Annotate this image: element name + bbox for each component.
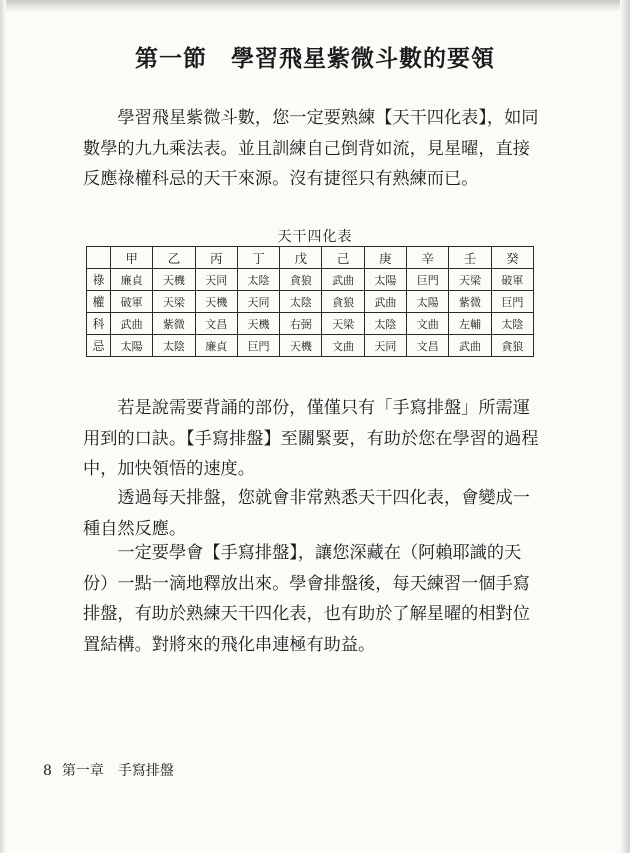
table-cell: 太陰	[237, 269, 279, 291]
table-cell: 太陰	[491, 313, 533, 335]
table-cell: 天機	[153, 269, 195, 291]
table-cell: 天同	[195, 269, 237, 291]
column-header: 壬	[449, 247, 491, 269]
chapter-title: 第一章 手寫排盤	[61, 763, 174, 779]
table-cell: 廉貞	[195, 335, 237, 357]
table-cell: 太陽	[364, 269, 406, 291]
table-cell: 貪狼	[322, 291, 364, 313]
table-cell: 巨門	[237, 335, 279, 357]
table-cell: 貪狼	[491, 335, 533, 357]
scan-edge-right	[620, 0, 630, 853]
table-cell: 破軍	[491, 269, 533, 291]
table-cell: 貪狼	[280, 269, 322, 291]
table-cell: 天機	[237, 313, 279, 335]
table-cell: 天梁	[449, 269, 491, 291]
column-header: 丙	[195, 247, 237, 269]
table-cell: 太陰	[280, 291, 322, 313]
table-cell: 天機	[195, 291, 237, 313]
table-cell: 右弼	[280, 313, 322, 335]
table-row	[87, 313, 534, 335]
row-header: 科	[87, 313, 111, 335]
column-header: 戊	[280, 247, 322, 269]
table-cell: 廉貞	[111, 269, 153, 291]
table-cell: 文昌	[407, 335, 449, 357]
table-cell: 武曲	[322, 269, 364, 291]
table-header-row	[87, 247, 534, 269]
table-cell: 文曲	[322, 335, 364, 357]
page-number: 8	[43, 763, 52, 779]
table-cell: 紫微	[153, 313, 195, 335]
table-cell: 天梁	[153, 291, 195, 313]
column-header: 庚	[364, 247, 406, 269]
row-header: 忌	[87, 335, 111, 357]
table-corner-cell	[87, 247, 111, 269]
table-cell: 武曲	[364, 291, 406, 313]
table-cell: 巨門	[491, 291, 533, 313]
column-header: 己	[322, 247, 364, 269]
column-header: 乙	[153, 247, 195, 269]
paragraph-4: 一定要學會【手寫排盤】，讓您深藏在（阿賴耶識的天份）一點一滴地釋放出來。學會排盤後，每天練習一個手寫排盤，有助於熟練天干四化表，也有助於了解星曜的相對位置結構。對將來的飛化串連極有助益。	[83, 543, 530, 655]
table-cell: 文曲	[407, 313, 449, 335]
table-cell: 天同	[364, 335, 406, 357]
table-row	[87, 269, 534, 291]
table-cell: 武曲	[449, 335, 491, 357]
column-header: 癸	[491, 247, 533, 269]
four-transformations-table	[86, 246, 534, 357]
paragraph-1: 學習飛星紫微斗數，您一定要熟練【天干四化表】，如同數學的九九乘法表。並且訓練自己倒背如流，見星曜，直接反應祿權科忌的天干來源。沒有捷徑只有熟練而已。	[83, 108, 539, 189]
table-cell: 天梁	[322, 313, 364, 335]
table-cell: 太陰	[364, 313, 406, 335]
paragraph-2: 若是說需要背誦的部份，僅僅只有「手寫排盤」所需運用到的口訣。【手寫排盤】至關緊要，有助於您在學習的過程中，加快領悟的速度。	[83, 398, 539, 479]
table-cell: 紫微	[449, 291, 491, 313]
table-cell: 太陽	[407, 291, 449, 313]
table-row	[87, 291, 534, 313]
table-cell: 天機	[280, 335, 322, 357]
row-header: 權	[87, 291, 111, 313]
table-cell: 武曲	[111, 313, 153, 335]
column-header: 甲	[111, 247, 153, 269]
scan-edge-top	[0, 0, 630, 12]
page-footer	[43, 760, 174, 780]
column-header: 辛	[407, 247, 449, 269]
table-cell: 太陰	[153, 335, 195, 357]
table-cell: 太陽	[111, 335, 153, 357]
table-cell: 破軍	[111, 291, 153, 313]
section-title: 第一節 學習飛星紫微斗數的要領	[135, 45, 495, 72]
column-header: 丁	[237, 247, 279, 269]
table-cell: 巨門	[407, 269, 449, 291]
table-cell: 左輔	[449, 313, 491, 335]
row-header: 祿	[87, 269, 111, 291]
table-title: 天干四化表	[277, 229, 353, 245]
scan-edge-left	[0, 0, 6, 853]
table-row	[87, 335, 534, 357]
table-cell: 天同	[237, 291, 279, 313]
table-cell: 文昌	[195, 313, 237, 335]
paragraph-3: 透過每天排盤，您就會非常熟悉天干四化表，會變成一種自然反應。	[83, 488, 530, 539]
